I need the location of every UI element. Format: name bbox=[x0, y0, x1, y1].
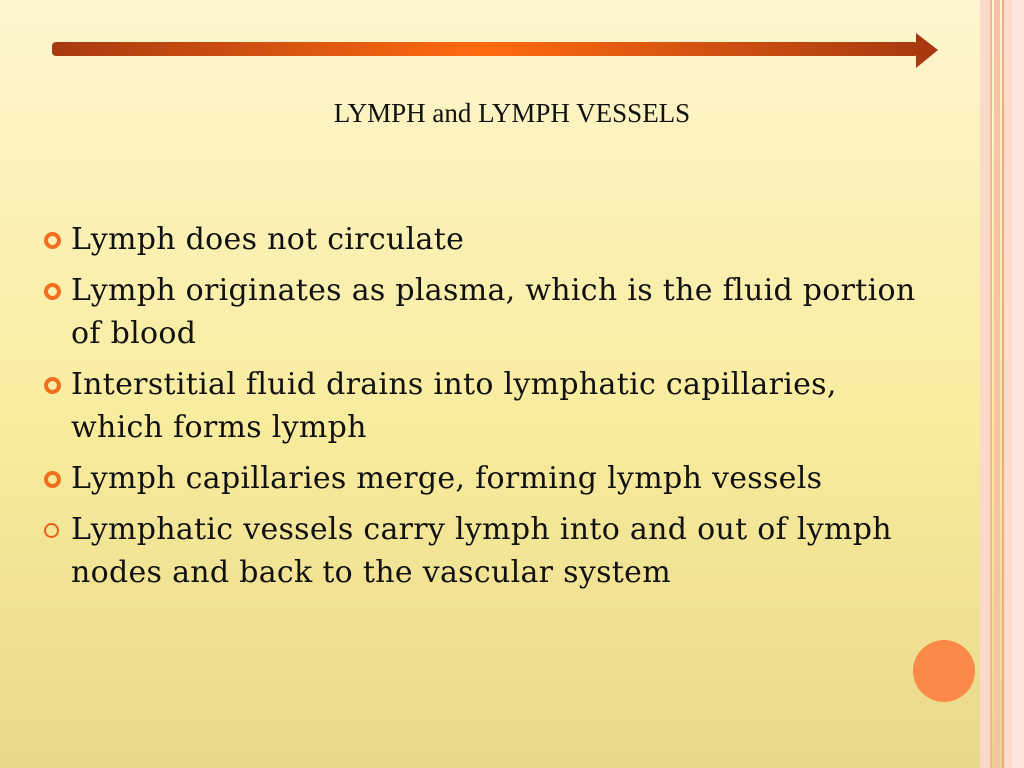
decorative-circle bbox=[913, 640, 975, 702]
list-item bbox=[44, 363, 924, 449]
bullet-text: Interstitial fluid drains into lymphatic capillaries, which forms lymph bbox=[71, 367, 837, 445]
list-item bbox=[44, 457, 924, 500]
right-arrow-icon bbox=[50, 30, 942, 72]
list-item bbox=[44, 508, 924, 594]
circle-bullet-icon bbox=[44, 283, 61, 300]
bullet-text: Lymph capillaries merge, forming lymph vessels bbox=[71, 461, 823, 496]
bullet-text: Lymphatic vessels carry lymph into and out of lymph nodes and back to the vascular system bbox=[71, 512, 892, 590]
bullet-text: Lymph originates as plasma, which is the fluid portion of blood bbox=[71, 273, 916, 351]
bullet-text: Lymph does not circulate bbox=[71, 222, 465, 257]
circle-bullet-icon bbox=[44, 523, 59, 538]
list-item bbox=[44, 269, 924, 355]
list-item bbox=[44, 218, 924, 261]
bullet-list bbox=[44, 218, 924, 602]
circle-bullet-icon bbox=[44, 471, 61, 488]
slide-title: LYMPH and LYMPH VESSELS bbox=[333, 98, 691, 128]
circle-bullet-icon bbox=[44, 232, 61, 249]
circle-bullet-icon bbox=[44, 377, 61, 394]
